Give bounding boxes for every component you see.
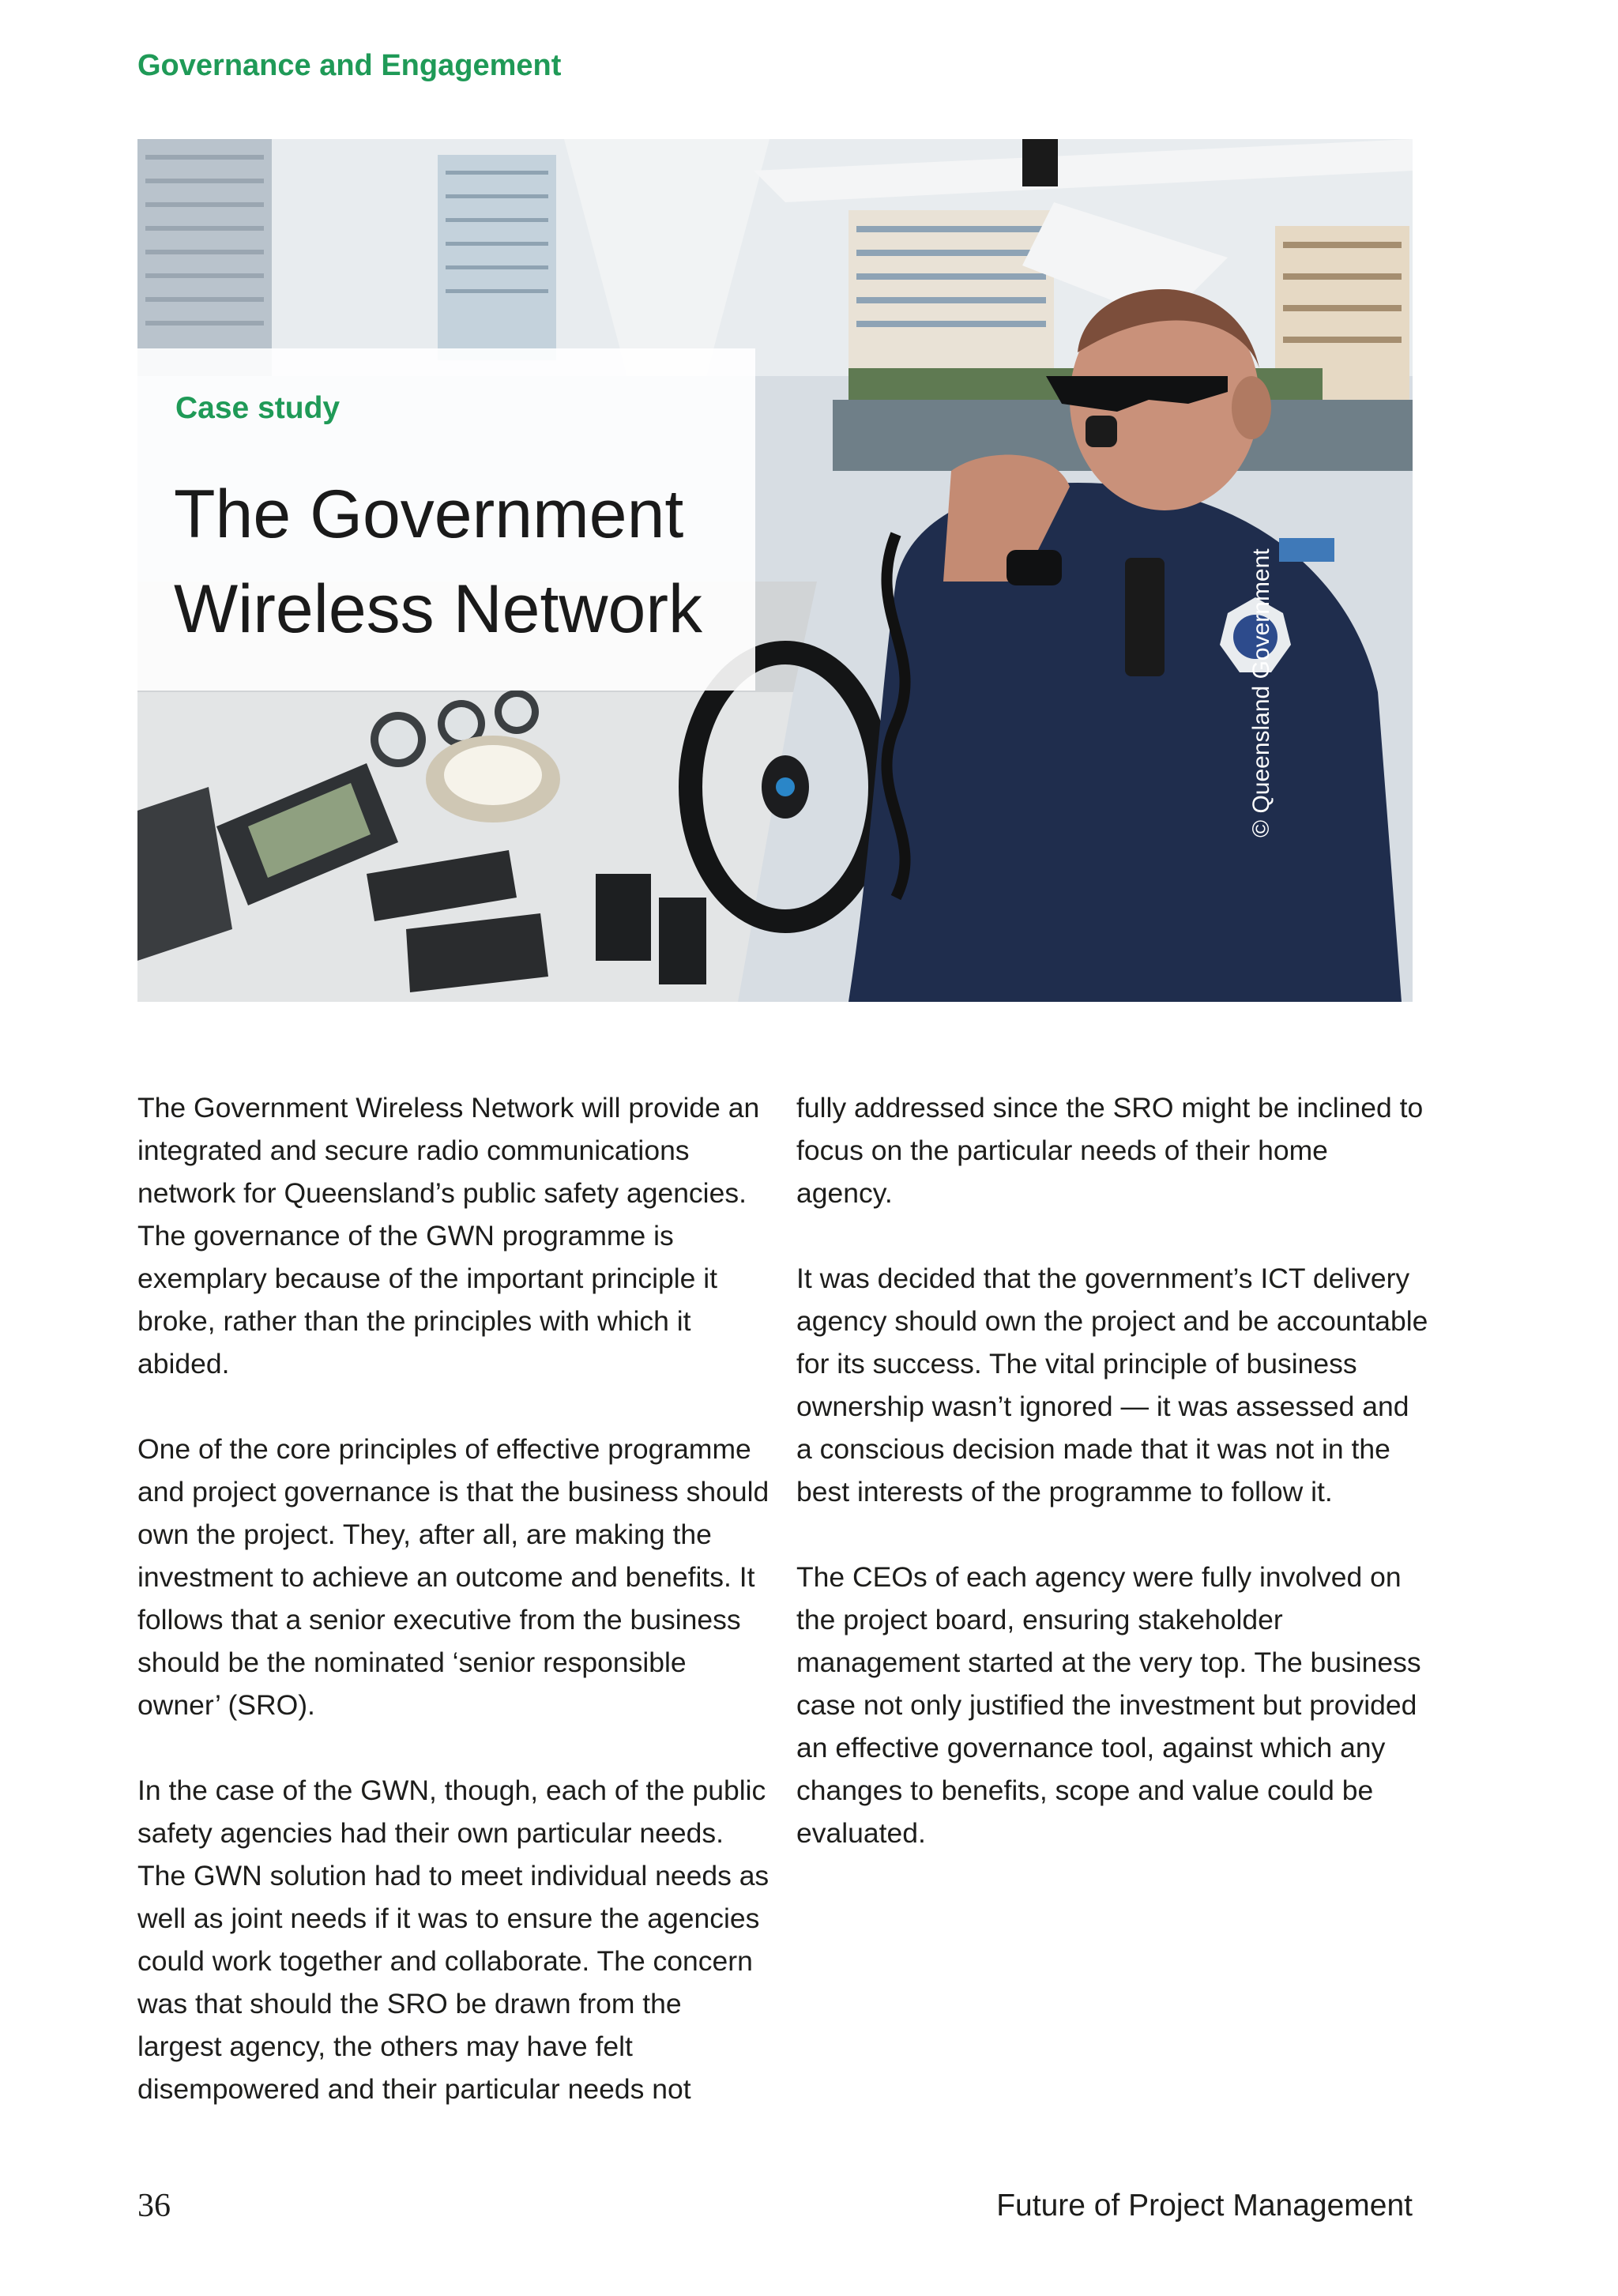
paragraph: It was decided that the government’s ICT delivery agency should own the project and be accountable for its success. The vital principle of business ownership wasn’t ignored — it was assessed and a conscious decision made that it was not in the best interests of the programme to follow it. [796, 1263, 1428, 1507]
paragraph: In the case of the GWN, though, each of the public safety agencies had their own particular needs. The GWN solution had to meet individual needs as well as joint needs if it was to ensure the agencies could work together and collaborate. The concern was that should the SRO be drawn from the largest agency, the others may have felt disempowered and their particular needs not [137, 1775, 769, 2105]
publication-title: Future of Project Management [996, 2189, 1413, 2223]
paragraph: The Government Wireless Network will provide an integrated and secure radio communications network for Queensland’s public safety agencies. The governance of the GWN programme is exemplary because of the important principle it broke, rather than the principles with which it abided. [137, 1092, 760, 1379]
page-number: 36 [137, 2188, 171, 2224]
title-panel [137, 348, 755, 691]
paragraph: The CEOs of each agency were fully involved on the project board, ensuring stakeholder management started at the very top. The business case not only justified the investment but provided an effective governance tool, against which any changes to benefits, scope and value could be evaluated. [796, 1561, 1421, 1849]
case-study-label: Case study [175, 391, 341, 425]
section-header: Governance and Engagement [137, 49, 562, 82]
photo-credit: © Queensland Government [1248, 548, 1274, 837]
case-study-title [174, 467, 727, 657]
body-column-right [796, 1086, 1428, 1897]
title-line-1: The Government [174, 476, 684, 552]
paragraph: One of the core principles of effective programme and project governance is that the business should own the project. They, after all, are making the investment to achieve an outcome and benefits. It follows that a senior executive from the business should be the nominated ‘senior responsible owner’ (SRO). [137, 1433, 769, 1721]
title-line-2: Wireless Network [174, 571, 702, 647]
hero-image [137, 139, 1413, 1002]
body-column-left [137, 1086, 769, 2153]
paragraph: fully addressed since the SRO might be inclined to focus on the particular needs of their home agency. [796, 1092, 1424, 1209]
